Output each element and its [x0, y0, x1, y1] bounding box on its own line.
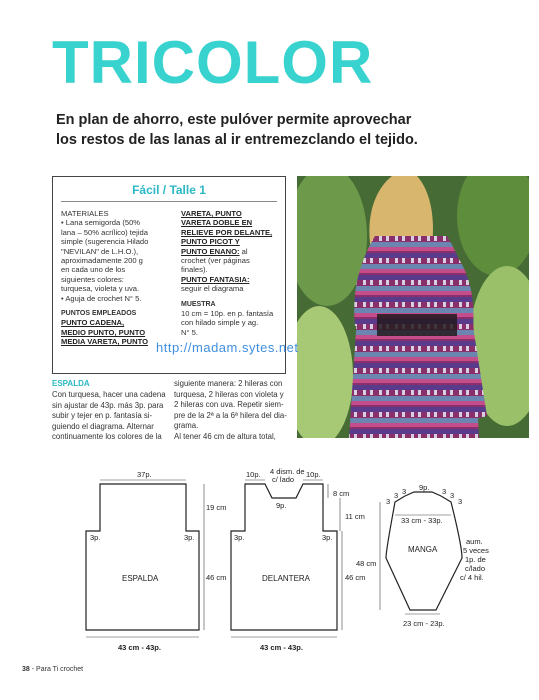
- material-line: turquesa, violeta y uva.: [61, 284, 140, 294]
- text-line: guiendo el diagrama. Alternar: [52, 421, 154, 431]
- material-line: siguientes colores:: [61, 274, 124, 284]
- text-line: sin ajustar de 43p. más 3p. para: [52, 400, 164, 410]
- stitch-line: PUNTO PICOT Y: [181, 237, 240, 247]
- sleeve-cuff-label: 23 cm - 23p.: [403, 619, 445, 628]
- sleeve-length-label: 48 cm: [356, 559, 377, 568]
- back-top-label: 37p.: [137, 470, 152, 479]
- pattern-diagram: [0, 440, 539, 665]
- sleeve-top-label: 9p.: [419, 483, 430, 492]
- watermark-url: http://madam.sytes.net: [156, 340, 299, 355]
- intro-line-2: los restos de las lanas al ir entremezclando el tejido.: [56, 132, 418, 148]
- stitch-line: MEDIA VARETA, PUNTO: [61, 337, 149, 347]
- intro-text: [56, 110, 496, 150]
- sleeve-inc: 3: [442, 487, 447, 496]
- sample-line: N° 5.: [181, 327, 198, 337]
- page-footer: [22, 666, 83, 673]
- front-shoulder-left: 10p.: [246, 470, 261, 479]
- text-line: continuamente los colores de la: [52, 432, 162, 441]
- sleeve-inc: 3: [450, 491, 455, 500]
- footer-sep: -: [31, 666, 35, 673]
- back-width-label: 43 cm - 43p.: [118, 643, 161, 652]
- text-line: pre de la 2ª a la 6ª hilera del dia-: [174, 410, 287, 420]
- front-armhole-label: 11 cm: [345, 512, 365, 521]
- stitch-note: finales).: [181, 265, 208, 275]
- front-dec-right: 3p.: [322, 533, 333, 542]
- neck-dec-line-2: c/ lado: [272, 475, 295, 484]
- text-line: Al tener 46 cm de altura total,: [174, 431, 276, 441]
- text-line: 2 hileras con uva. Repetir siem-: [174, 400, 284, 409]
- stitch-line: PUNTO ENANO:: [181, 246, 240, 256]
- page-title: TRICOLOR: [52, 29, 374, 96]
- front-neck-label: 8 cm: [333, 489, 350, 498]
- back-armhole-label: 19 cm: [206, 503, 227, 512]
- sample-line: con hilado simple y ag.: [181, 318, 259, 328]
- sample-label: MUESTRA: [181, 300, 216, 308]
- fantasia-note: seguir el diagrama: [181, 284, 244, 294]
- intro-line-1: En plan de ahorro, este pulóver permite aprovechar: [56, 112, 412, 128]
- back-dec-left: 3p.: [90, 533, 101, 542]
- materials-label: MATERIALES: [61, 209, 109, 218]
- espalda-text-right: [174, 379, 294, 442]
- sleeve-upper-label: 33 cm - 33p.: [401, 516, 443, 525]
- front-center-label: 9p.: [276, 501, 287, 510]
- sleeve-aum-line: c/lado: [465, 564, 486, 573]
- stitch-line: VARETA, PUNTO: [181, 209, 242, 218]
- espalda-heading: ESPALDA: [52, 379, 90, 388]
- text-line: grama.: [174, 421, 199, 430]
- materials-column: [61, 209, 173, 347]
- material-line: • Aguja de crochet N° 5.: [61, 293, 142, 303]
- sleeve-piece-label: MANGA: [408, 545, 438, 554]
- difficulty-heading: Fácil / Talle 1: [132, 183, 206, 197]
- material-line: aproximadamente 200 g: [61, 256, 143, 266]
- box-divider: [61, 201, 277, 202]
- stitch-note: al: [241, 246, 248, 256]
- material-line: en cada uno de los: [61, 265, 126, 275]
- back-piece-label: ESPALDA: [122, 574, 159, 583]
- text-line: subir y tejer en p. fantasía si-: [52, 411, 153, 420]
- stitches-column: [181, 209, 281, 337]
- sleeve-inc: 3: [458, 497, 463, 506]
- sample-line: 10 cm = 10p. en p. fantasía: [181, 309, 274, 319]
- text-line: turquesa, 2 hileras con violeta y: [174, 389, 284, 399]
- front-piece-label: DELANTERA: [262, 574, 311, 583]
- front-side-label: 46 cm: [345, 573, 366, 582]
- material-line: simple (sugerencia Hilado: [61, 237, 149, 247]
- stitches-label: PUNTOS EMPLEADOS: [61, 310, 137, 318]
- espalda-text-left: [52, 390, 170, 443]
- sleeve-inc: 3: [394, 491, 399, 500]
- front-width-label: 43 cm - 43p.: [260, 643, 303, 652]
- text-line: siguiente manera: 2 hileras con: [174, 379, 283, 388]
- material-line: lana – 50% acrílico) tejida: [61, 227, 148, 237]
- sleeve-inc: 3: [386, 497, 391, 506]
- stitch-note: crochet (ver páginas: [181, 256, 250, 266]
- material-line: "NEVILAN" de L.H.O.),: [61, 246, 139, 256]
- magazine-name: Para Ti crochet: [36, 666, 84, 673]
- front-dec-left: 3p.: [234, 533, 245, 542]
- back-piece-outline: [86, 484, 199, 630]
- sleeve-aum-line: c/ 4 hil.: [460, 573, 484, 582]
- front-shoulder-right: 10p.: [306, 470, 321, 479]
- material-line: • Lana semigorda (50%: [61, 218, 141, 228]
- neck-dec-line-1: 4 dism. de: [270, 467, 305, 476]
- back-side-label: 46 cm: [206, 573, 227, 582]
- sleeve-inc: 3: [402, 487, 407, 496]
- sleeve-aum-line: aum.: [466, 537, 483, 546]
- sleeve-aum-line: 1p. de: [465, 555, 486, 564]
- page-number: 38: [22, 666, 30, 673]
- sweater-photo: [297, 176, 529, 438]
- fantasia-label: PUNTO FANTASIA:: [181, 274, 250, 284]
- stitch-line: PUNTO CADENA,: [61, 318, 125, 328]
- stitch-line: RELIEVE POR DELANTE,: [181, 227, 273, 237]
- text-line: Con turquesa, hacer una cadena: [52, 390, 166, 399]
- stitch-line: VARETA DOBLE EN: [181, 218, 253, 228]
- stitch-line: MEDIO PUNTO, PUNTO: [61, 327, 146, 337]
- back-dec-right: 3p.: [184, 533, 195, 542]
- sleeve-aum-line: 5 veces: [463, 546, 489, 555]
